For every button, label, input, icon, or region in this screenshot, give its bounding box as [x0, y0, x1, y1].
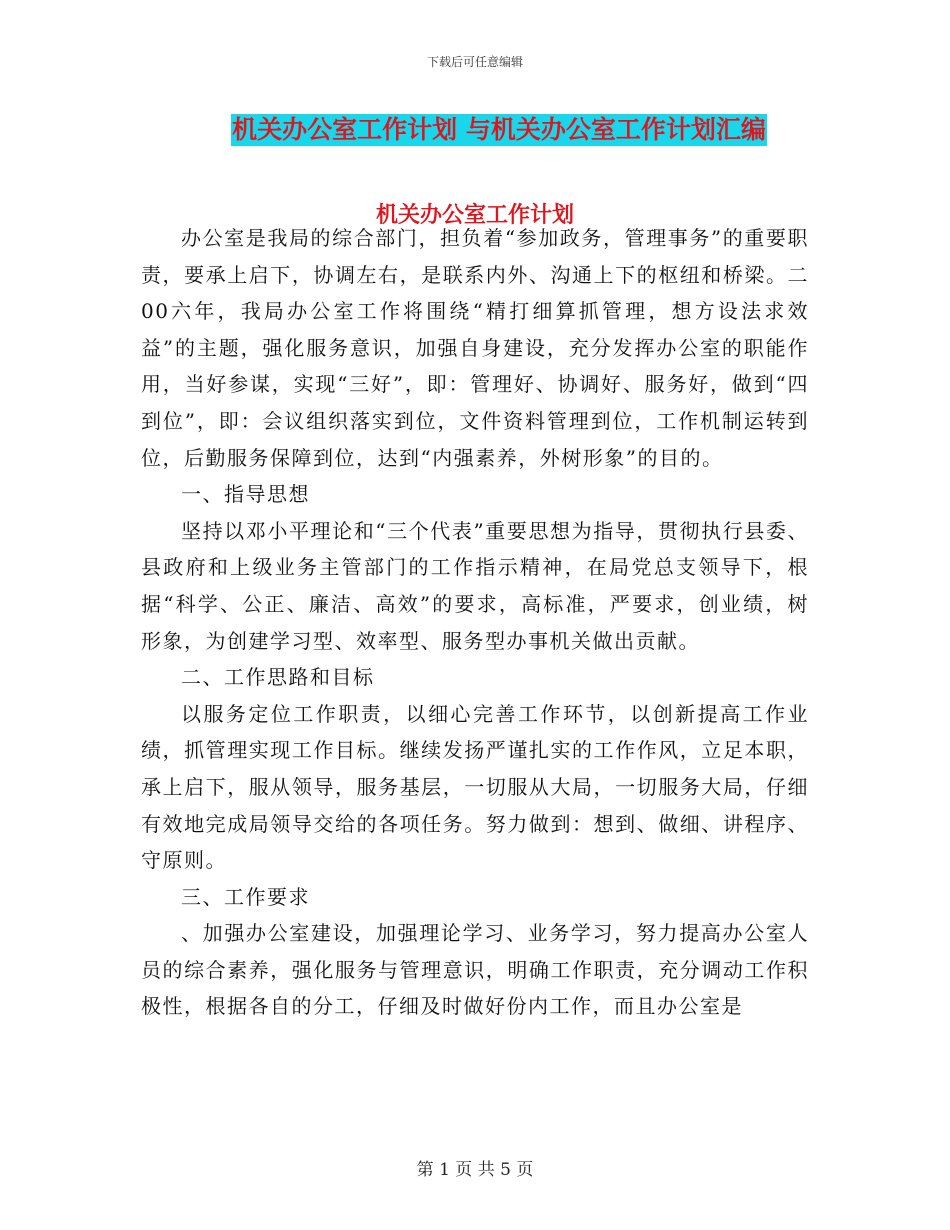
page-header-note: 下载后可任意编辑: [426, 55, 523, 69]
document-title-container: [0, 114, 950, 146]
document-body: [141, 220, 809, 1025]
heading-guiding-ideology: 一、指导思想: [181, 482, 310, 507]
heading-work-ideas-goals: 二、工作思路和目标: [181, 665, 375, 690]
paragraph-work-ideas-goals: 以服务定位工作职责，以细心完善工作环节，以创新提高工作业绩，抓管理实现工作目标。继续发扬严谨扎实的工作作风，立足本职，承上启下，服从领导，服务基层，一切服从大局，一切服务大局，仔细有效地完成局领导交给的各项任务。努力做到：想到、做细、讲程序、守原则。: [141, 701, 809, 873]
heading-work-requirements: 三、工作要求: [181, 884, 310, 909]
paragraph-work-requirements: 、加强办公室建设，加强理论学习、业务学习，努力提高办公室人员的综合素养，强化服务与管理意识，明确工作职责，充分调动工作积极性，根据各自的分工，仔细及时做好份内工作，而且办公室是: [141, 921, 809, 1019]
paragraph-intro: 办公室是我局的综合部门，担负着“参加政务，管理事务”的重要职责，要承上启下，协调左右，是联系内外、沟通上下的枢纽和桥梁。二00六年，我局办公室工作将围绕“精打细算抓管理，想方设法求效益”的主题，强化服务意识，加强自身建设，充分发挥办公室的职能作用，当好参谋，实现“三好”，即：管理好、协调好、服务好，做到“四到位”，即：会议组织落实到位，文件资料管理到位，工作机制运转到位，后勤服务保障到位，达到“内强素养，外树形象”的目的。: [141, 226, 809, 470]
document-title: 机关办公室工作计划 与机关办公室工作计划汇编: [232, 115, 766, 144]
page-footer-page-number: 第 1 页 共 5 页: [416, 1160, 534, 1180]
section-title: 机关办公室工作计划: [375, 203, 574, 228]
paragraph-guiding-ideology: 坚持以邓小平理论和“三个代表”重要思想为指导，贯彻执行县委、县政府和上级业务主管部门的工作指示精神，在局党总支领导下，根据“科学、公正、廉洁、高效”的要求，高标准，严要求，创业绩，树形象，为创建学习型、效率型、服务型办事机关做出贡献。: [141, 518, 809, 653]
